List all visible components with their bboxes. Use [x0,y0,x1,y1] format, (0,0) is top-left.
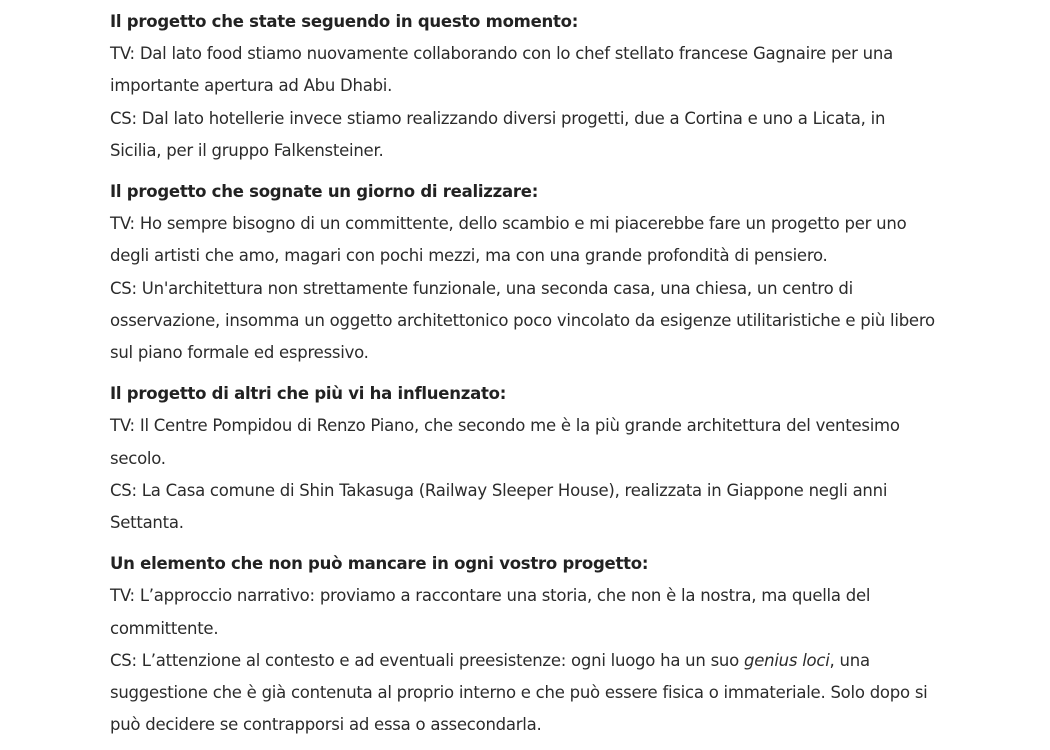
answer-tv: TV: L’approccio narrativo: proviamo a raccontare una storia, che non è la nostra, ma quella del committente. [110,586,871,638]
answer-cs [110,645,940,742]
answer-cs: CS: La Casa comune di Shin Takasuga (Railway Sleeper House), realizzata in Giappone negli anni Settanta. [110,480,888,533]
genius-loci-emphasis: genius loci [743,650,830,670]
qa-section [110,6,940,167]
answer-tv: TV: Dal lato food stiamo nuovamente collaborando con lo chef stellato francese Gagnaire per una importante apertura ad Abu Dhabi. [110,44,893,96]
answer-text-start: CS: L’attenzione al contesto e ad eventuali preesistenze: ogni luogo ha un suo [110,650,744,670]
section-question: Il progetto che state seguendo in questo momento: [110,12,579,31]
answer-tv: TV: Il Centre Pompidou di Renzo Piano, che secondo me è la più grande architettura del ventesimo secolo. [110,416,900,468]
qa-section [110,378,940,539]
section-question: Un elemento che non può mancare in ogni vostro progetto: [110,554,649,574]
section-question: Il progetto di altri che più vi ha influenzato: [110,384,507,404]
answer-text-end: , una suggestione che è già contenuta al proprio interno e che può essere fisica o immateriale. Solo dopo si può decidere se contrapporsi ad essa o assecondarla. [110,650,928,735]
article-body [110,6,940,750]
section-question: Il progetto che sognate un giorno di realizzare: [110,182,539,202]
answer-cs: CS: Un'architettura non strettamente funzionale, una seconda casa, una chiesa, un centro di osservazione, insomma un oggetto architettonico poco vincolato da esigenze utilitaristiche e più libero sul piano formale ed espressivo. [110,278,935,363]
qa-section [110,176,940,369]
qa-section [110,548,940,741]
answer-cs: CS: Dal lato hotellerie invece stiamo realizzando diversi progetti, due a Cortina e uno a Licata, in Sicilia, per il gruppo Falkensteiner. [110,108,886,160]
answer-tv: TV: Ho sempre bisogno di un committente, dello scambio e mi piacerebbe fare un progetto per uno degli artisti che amo, magari con pochi mezzi, ma con una grande profondità di pensiero. [110,214,907,266]
